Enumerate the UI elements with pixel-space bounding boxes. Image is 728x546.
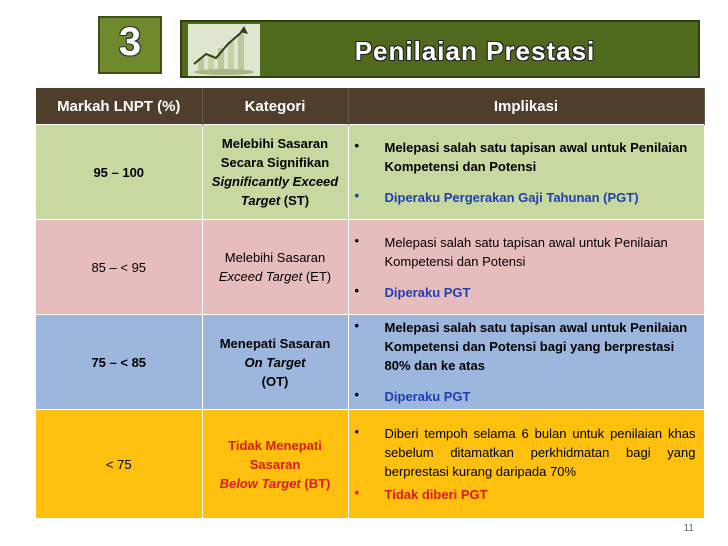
table-row [36, 125, 704, 220]
bullet-icon: • [354, 232, 360, 248]
page-number: 11 [683, 523, 694, 534]
title-banner [180, 20, 700, 78]
kategori-code: (ET) [305, 269, 332, 284]
implikasi-item: • Diperaku PGT [354, 387, 471, 404]
kategori-cell [202, 125, 348, 220]
bullet-icon: • [354, 485, 360, 500]
bullet-icon: • [354, 187, 360, 203]
kategori-line: Melebihi Sasaran [221, 136, 329, 151]
table-row [36, 410, 704, 519]
kategori-english: Exceed Target (ET) [218, 269, 332, 284]
performance-table [36, 88, 705, 518]
kategori-cell [202, 315, 348, 410]
markah-cell: 95 – 100 [36, 125, 202, 220]
implikasi-item: • Tidak diberi PGT [354, 485, 488, 502]
implikasi-cell [348, 125, 704, 220]
implikasi-item: • Diberi tempoh selama 6 bulan untuk penilaian khas sebelum ditamatkan perkhidmatan bagi yang berprestasi kurang daripada 70% [354, 424, 696, 479]
kategori-english: Below Target (BT) [219, 475, 331, 491]
kategori-cell [202, 410, 348, 519]
kategori-english: Significantly Exceed [211, 174, 339, 189]
page-title: Penilaian Prestasi [354, 36, 596, 66]
markah-cell: 75 – < 85 [36, 315, 202, 410]
implikasi-cell [348, 410, 704, 519]
kategori-code: (BT) [304, 475, 331, 491]
section-number-badge [98, 16, 162, 74]
column-header-implikasi: Implikasi [348, 88, 704, 125]
kategori-code: (OT) [261, 373, 289, 389]
markah-cell: 85 – < 95 [36, 220, 202, 315]
implikasi-cell [348, 315, 704, 410]
kategori-english: Target (ST) [240, 193, 310, 208]
column-header-kategori: Kategori [202, 88, 348, 125]
implikasi-cell [348, 220, 704, 315]
kategori-line: Melebihi Sasaran [224, 250, 326, 265]
kategori-line: Secara Signifikan [220, 155, 330, 170]
markah-cell: < 75 [36, 410, 202, 519]
table-row [36, 220, 704, 315]
bullet-icon: • [354, 424, 360, 439]
bullet-icon: • [354, 282, 360, 298]
implikasi-item: • Diperaku PGT [354, 282, 471, 300]
kategori-line: Tidak Menepati [228, 437, 322, 453]
kategori-english: On Target [244, 354, 306, 370]
kategori-cell [202, 220, 348, 315]
section-number: 3 [118, 20, 142, 64]
kategori-code: (ST) [283, 193, 310, 208]
implikasi-item: • Melepasi salah satu tapisan awal untuk Penilaian Kompetensi dan Potensi [354, 232, 668, 269]
bullet-icon: • [354, 387, 360, 402]
column-header-markah: Markah LNPT (%) [36, 88, 202, 125]
kategori-line: Menepati Sasaran [219, 335, 331, 351]
implikasi-item: • Diperaku Pergerakan Gaji Tahunan (PGT) [354, 187, 639, 205]
bullet-icon: • [354, 137, 360, 153]
table-row [36, 315, 704, 410]
kategori-line: Sasaran [249, 456, 301, 472]
implikasi-item: • Melepasi salah satu tapisan awal untuk Penilaian Kompetensi dan Potensi bagi yang berprestasi 80% dan ke atas [354, 318, 688, 373]
growth-chart-icon [188, 24, 260, 76]
table-header-row [36, 88, 704, 125]
bullet-icon: • [354, 318, 360, 333]
implikasi-item: • Melepasi salah satu tapisan awal untuk Penilaian Kompetensi dan Potensi [354, 137, 688, 174]
